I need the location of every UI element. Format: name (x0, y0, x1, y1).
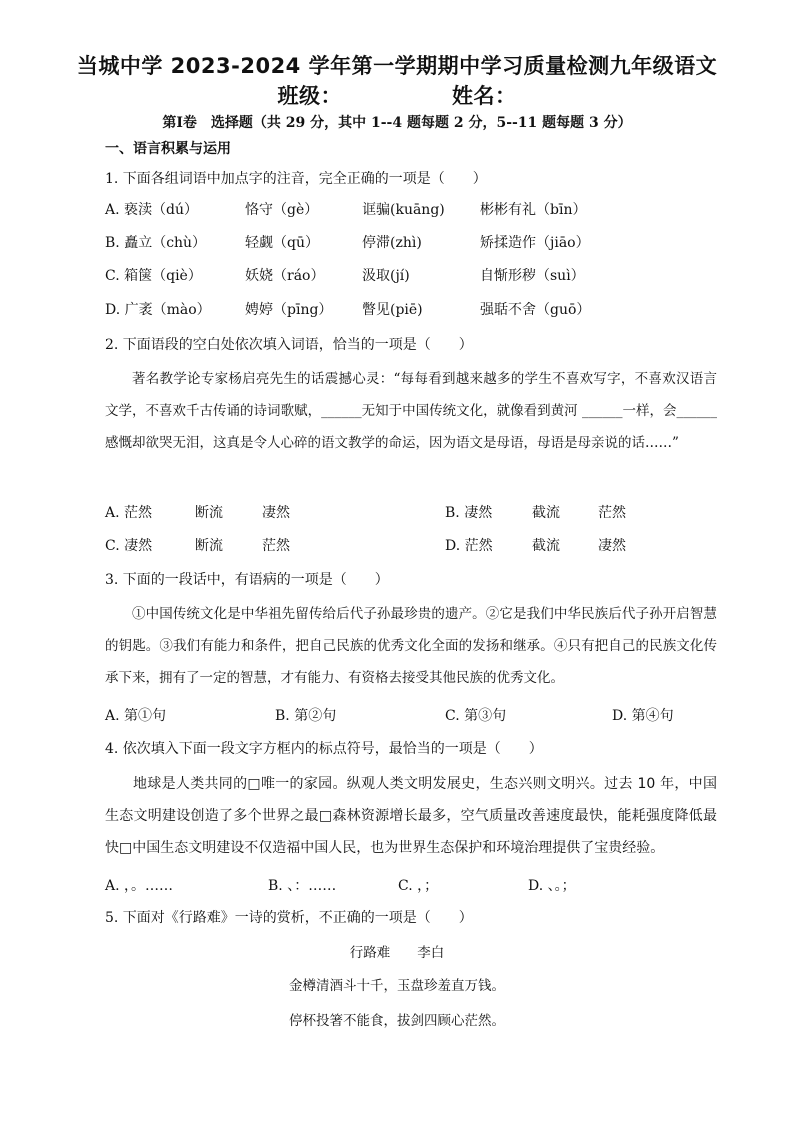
q4-option: D. 、。； (528, 878, 576, 894)
q1-option: 瞥见(piē) (362, 302, 423, 318)
q2-option: 凄然 (262, 505, 290, 521)
q1-option: 恪守（gè） (245, 202, 319, 218)
q2-passage: 著名教学论专家杨启亮先生的话震撼心灵：“每每看到越来越多的学生不喜欢写字，不喜欢汉语言文学，不喜欢千古传诵的诗词歌赋，______无知于中国传统文化，就像看到黄河 ______一样，会______感慨却欲哭无泪，这真是令人心碎的语文教学的命运，因为语文是母语，母语是母亲说的话……” (105, 371, 717, 451)
q4-passage: 地球是人类共同的□唯一的家园。纵观人类文明发展史，生态兴则文明兴。过去 10 年，中国生态文明建设创造了多个世界之最□森林资源增长最多，空气质量改善速度最快，能耗强度降低最快□中国生态文明建设不仅造福中国人民，也为世界生态保护和环境治理提供了宝贵经验。 (105, 776, 717, 856)
poem-line: 金樽清酒斗十千，玉盘珍羞直万钱。 (289, 978, 505, 994)
q2-option: 茫然 (262, 538, 290, 554)
section-heading: 一、语言积累与运用 (105, 141, 231, 157)
q1-option: 矫揉造作（jiāo） (480, 235, 590, 251)
q2-option: 断流 (195, 505, 223, 521)
q1-stem: 1. 下面各组词语中加点字的注音，完全正确的一项是（ ） (105, 171, 487, 187)
q1-option: 妖娆（ráo） (245, 268, 325, 284)
class-label: 班级： (277, 84, 342, 108)
q2-option: 截流 (532, 538, 560, 554)
q2-option: B. 凄然 (445, 505, 493, 521)
poem-title: 行路难 李白 (349, 945, 445, 961)
q1-option: D. 广袤（mào） (105, 302, 211, 318)
q1-option: 强聒不舍（guō） (480, 302, 591, 318)
q1-option: A. 亵渎（dú） (105, 202, 198, 218)
q4-option: C. ，； (398, 878, 439, 894)
q2-option: 截流 (532, 505, 560, 521)
exam-title: 当城中学 2023-2024 学年第一学期期中学习质量检测九年级语文 (76, 54, 718, 78)
q3-option: A. 第①句 (105, 708, 167, 724)
q1-option: 停滞(zhì) (362, 235, 422, 251)
q1-option: 娉婷（pīng） (245, 302, 333, 318)
q4-option: A. ，。…… (105, 878, 174, 894)
q3-passage: ①中国传统文化是中华祖先留传给后代子孙最珍贵的遗产。②它是我们中华民族后代子孙开启智慧的钥匙。③我们有能力和条件，把自己民族的优秀文化全面的发扬和继承。④只有把自己的民族文化传承下来，拥有了一定的智慧，才有能力、有资格去接受其他民族的优秀文化。 (105, 606, 717, 686)
poem-line: 停杯投箸不能食，拔剑四顾心茫然。 (289, 1013, 505, 1029)
q3-option: B. 第②句 (275, 708, 337, 724)
q1-option: 彬彬有礼（bīn） (480, 202, 587, 218)
q5-stem: 5. 下面对《行路难》一诗的赏析，不正确的一项是（ ） (105, 910, 473, 926)
q1-option: 诓骗(kuāng) (362, 202, 445, 218)
q1-option: B. 矗立（chù） (105, 235, 207, 251)
name-label: 姓名： (452, 84, 517, 108)
q1-option: C. 箱箧（qiè） (105, 268, 202, 284)
q1-option: 自惭形秽（suì） (480, 268, 585, 284)
q4-stem: 4. 依次填入下面一段文字方框内的标点符号，最恰当的一项是（ ） (105, 741, 543, 757)
q2-stem: 2. 下面语段的空白处依次填入词语，恰当的一项是（ ） (105, 337, 473, 353)
q3-stem: 3. 下面的一段话中，有语病的一项是（ ） (105, 572, 389, 588)
student-info-line (0, 80, 794, 110)
q2-option: C. 凄然 (105, 538, 153, 554)
q2-option: 凄然 (598, 538, 626, 554)
q3-option: D. 第④句 (612, 708, 674, 724)
q2-option: 断流 (195, 538, 223, 554)
q4-option: B. 、：…… (268, 878, 337, 894)
q2-option: 茫然 (598, 505, 626, 521)
section-info: 第Ⅰ卷 选择题（共 29 分，其中 1--4 题每题 2 分，5--11 题每题 3 分） (162, 115, 632, 131)
q2-option: A. 茫然 (105, 505, 153, 521)
q1-option: 轻觑（qū） (245, 235, 319, 251)
q1-option: 汲取(jí) (362, 268, 410, 284)
q2-option: D. 茫然 (445, 538, 493, 554)
q3-option: C. 第③句 (445, 708, 507, 724)
